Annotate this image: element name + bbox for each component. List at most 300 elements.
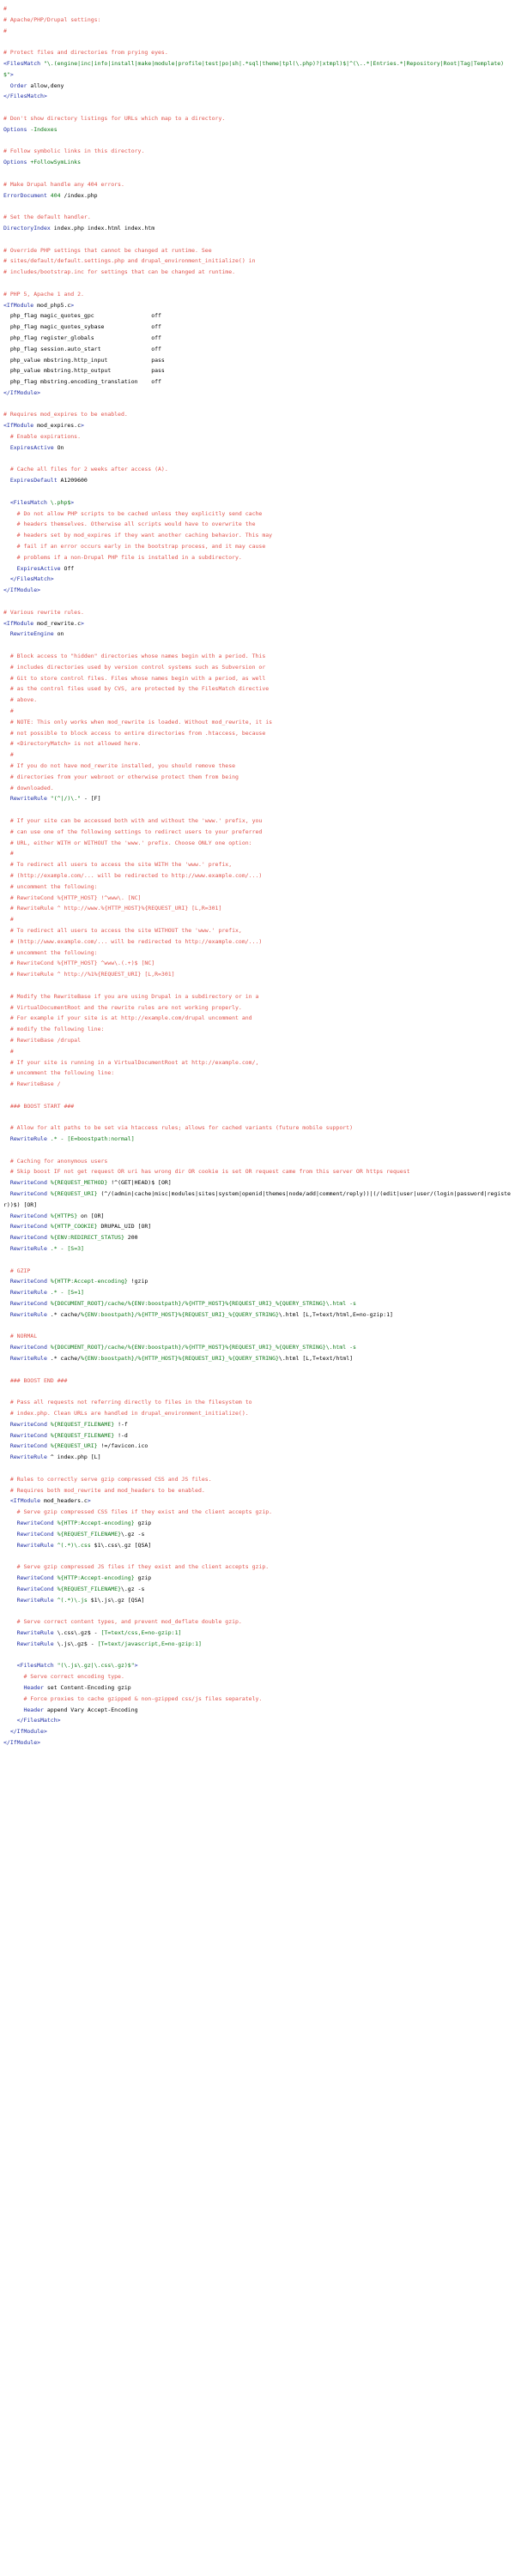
directive-text: RewriteRule [3,1355,51,1363]
code-line [3,530,512,541]
plain-text: php_value mbstring.http_input pass [3,356,165,364]
value-text: [T=text/css,E=no-gzip:1] [100,1628,182,1636]
comment-text: # Skip boost IF not get request OR uri has wrong dir OR cookie is set OR request came from this server OR https request [3,1168,410,1176]
plain-text: php_flag mbstring.encoding_translation off [3,378,161,386]
comment-text: # If your site is running in a VirtualDocumentRoot at http://example.com/, [3,1058,259,1066]
code-line [3,1156,512,1167]
value-text: %{HTTPS} [50,1212,78,1219]
code-line [3,936,512,948]
code-line [3,1562,512,1573]
value-text: \.php$ [50,498,71,506]
directive-text: <IfModule [3,1497,44,1505]
code-line [3,893,512,904]
comment-text: # sites/default/default.settings.php and drupal_environment_initialize() in [3,257,256,265]
comment-text: # [3,5,7,12]
directive-text: </FilesMatch> [3,93,47,100]
code-line [3,1737,512,1748]
code-line [3,322,512,333]
directive-text: RewriteCond [3,1190,51,1198]
code-line [3,969,512,980]
comment-text: ### BOOST END ### [3,1376,68,1384]
code-line [3,1166,512,1177]
value-text: %{HTTP_COOKIE} [50,1223,98,1231]
comment-text: # can use one of the following settings to redirect users to your preferred [3,828,263,835]
blank-line [3,1605,512,1616]
blank-line [3,1463,512,1474]
code-line [3,475,512,486]
blank-line [3,234,512,245]
code-line [3,585,512,596]
comment-text: # problems if a non-Drupal PHP file is installed in a subdirectory. [3,553,242,561]
code-line [3,1287,512,1298]
comment-text: # includes/bootstrap.inc for settings that can be changed at runtime. [3,268,236,276]
plain-text: allow,deny [30,81,64,89]
code-line [3,1298,512,1309]
directive-text: > [87,1497,91,1505]
code-line [3,3,512,15]
code-line [3,903,512,914]
value-text: %{REQUEST_FILENAME} [57,1530,121,1538]
code-line [3,1134,512,1145]
code-line [3,838,512,849]
blank-line [3,596,512,607]
code-line [3,793,512,804]
comment-text: # headers themselves. Otherwise all scripts would have to overwrite the [3,521,256,528]
directive-text: DirectoryIndex [3,224,54,232]
plain-text: $1\.js\.gz [QSA] [87,1596,145,1604]
comment-text: # For example if your site is at http://example.com/drupal uncomment and [3,1014,252,1022]
directive-text: RewriteRule [3,1245,51,1253]
code-line [3,1540,512,1551]
comment-text: # Pass all requests not referring directly to files in the filesystem to [3,1399,252,1406]
code-line [3,717,512,728]
comment-text: # RewriteRule ^ http://www.%{HTTP_HOST}%{REQUEST_URI} [L,R=301] [3,905,222,912]
code-line [3,223,512,234]
comment-text: # [3,707,14,714]
value-text: [T=text/javascript,E=no-gzip:1] [97,1640,202,1647]
code-line [3,882,512,893]
code-line [3,607,512,618]
directive-text: RewriteRule [3,1289,51,1297]
directive-text: RewriteCond [3,1344,51,1351]
directive-text: <FilesMatch [3,59,44,67]
code-line [3,948,512,959]
directive-text: <IfModule [3,301,38,309]
blank-line [3,1111,512,1122]
code-line [3,1397,512,1408]
comment-text: # includes directories used by version control systems such as Subversion or [3,663,266,671]
code-line [3,925,512,936]
comment-text: # fail if an error occurs early in the bootstrap process, and it may cause [3,543,266,551]
blank-line [3,135,512,147]
comment-text: # To redirect all users to access the site WITH the 'www.' prefix, [3,861,233,869]
comment-text: # not possible to block access to entire directories from .htaccess, because [3,729,266,737]
code-line [3,1705,512,1716]
code-line [3,15,512,26]
directive-text: > [9,70,14,78]
code-line [3,1573,512,1584]
code-line [3,58,512,81]
directive-text: RewriteCond [3,1234,51,1242]
comment-text: # Allow for alt paths to be set via htaccess rules; allows for cached variants (future mobile support) [3,1124,353,1132]
plain-text: - [F] [81,795,101,803]
comment-text: # headers set by mod_expires if they want another caching behavior. This may [3,532,273,539]
plain-text: mod_expires.c [37,422,82,430]
comment-text: # Caching for anonymous users [3,1157,108,1165]
code-line [3,1726,512,1737]
code-line [3,1221,512,1232]
code-line [3,1002,512,1014]
directive-text: > [70,498,75,506]
code-line [3,1057,512,1068]
directive-text: RewriteCond [3,1519,58,1526]
blank-line [3,804,512,816]
plain-text: .* cache/ [50,1355,82,1363]
comment-text: # RewriteBase /drupal [3,1036,82,1044]
comment-text: # uncomment the following: [3,882,98,890]
plain-text: On [57,443,64,451]
code-line [3,409,512,420]
code-line [3,651,512,662]
directive-text: Order [3,81,31,89]
code-line [3,26,512,37]
code-line [3,816,512,827]
directive-text: <FilesMatch [3,1662,58,1670]
blank-line [3,1090,512,1101]
value-text: .* - [E=boostpath:normal] [50,1135,135,1143]
code-line [3,333,512,344]
code-line [3,1628,512,1639]
blank-line [3,1145,512,1156]
code-line [3,1079,512,1090]
code-line [3,1694,512,1705]
value-text: %{REQUEST_METHOD} [50,1179,108,1187]
value-text: "(\.js\.gz|\.css\.gz)$" [57,1662,135,1670]
code-line [3,1584,512,1595]
code-line [3,300,512,311]
plain-text: mod_rewrite.c [37,619,82,627]
code-line [3,1375,512,1387]
code-line [3,1177,512,1189]
directive-text: RewriteCond [3,1574,58,1581]
comment-text: # Force proxies to cache gzipped & non-gzipped css/js files separately. [3,1694,263,1702]
code-line [3,1507,512,1518]
plain-text: on [57,630,64,638]
blank-line [3,1386,512,1397]
directive-text: </FilesMatch> [3,575,54,583]
plain-text: php_flag magic_quotes_gpc off [3,312,161,320]
value-text: ^(.*)\.js [57,1596,88,1604]
plain-text: \.gz -s [120,1530,145,1538]
comment-text: # directories from your webroot or otherwise protect them from being [3,773,239,780]
comment-text: # [3,751,14,759]
comment-text: # [3,27,7,34]
value-text: -Indexes [30,125,58,133]
value-text: %{REQUEST_FILENAME} [50,1420,115,1428]
comment-text: # uncomment the following line: [3,1069,115,1077]
code-line [3,388,512,399]
plain-text: mod_headers.c [43,1497,88,1505]
code-line [3,1595,512,1606]
code-line [3,1419,512,1430]
directive-text: RewriteCond [3,1431,51,1439]
plain-text: \.html [L,T=text/html,E=no-gzip:1] [278,1310,393,1318]
directive-text: Options [3,125,31,133]
code-line [3,848,512,859]
value-text: .* - [S=3] [50,1245,84,1253]
code-line [3,1682,512,1694]
comment-text: # (http://example.com/... will be redirected to http://www.example.com/...) [3,871,263,879]
code-line [3,1715,512,1726]
directive-text: > [81,422,84,430]
directive-text: ExpiresActive [3,443,58,451]
value-text: 404 [50,191,61,199]
comment-text: # [3,850,14,858]
comment-text: # (http://www.example.com/... will be redirected to http://example.com/...) [3,937,263,945]
directive-text: RewriteCond [3,1300,51,1308]
comment-text: # RewriteCond %{HTTP_HOST} !^www\. [NC] [3,894,142,901]
plain-text: \.gz -s [120,1585,145,1592]
directive-text: </IfModule> [3,388,41,396]
value-text: "\.(engine|inc|info|install|make|module|profile|test|po|sh|.*sql|theme|tpl(\.php)?|xtmpl)$|^(\..*|Entries.*|Repository|Root|Tag|Template)$" [3,59,505,78]
blank-line [3,1550,512,1562]
code-line [3,1485,512,1496]
code-line [3,749,512,761]
code-line [3,1660,512,1671]
code-line [3,1430,512,1441]
comment-text: # RewriteBase / [3,1080,61,1088]
code-line [3,1046,512,1057]
code-line [3,464,512,475]
comment-text: # [3,1047,14,1055]
comment-text: # Rules to correctly serve gzip compressed CSS and JS files. [3,1475,212,1483]
plain-text: !gzip [127,1278,148,1285]
blank-line [3,1364,512,1375]
value-text: %{ENV:boostpath}/%{HTTP_HOST}%{REQUEST_URI}_%{QUERY_STRING} [81,1355,279,1363]
comment-text: # Requires both mod_rewrite and mod_headers to be enabled. [3,1486,205,1494]
comment-text: # NOTE: This only works when mod_rewrite is loaded. Without mod_rewrite, it is [3,718,273,725]
comment-text: # VirtualDocumentRoot and the rewrite rules are not working properly. [3,1003,242,1011]
comment-text: # index.php. Clean URLs are handled in drupal_environment_initialize(). [3,1410,249,1417]
code-line [3,783,512,794]
blank-line [3,1321,512,1332]
code-line [3,497,512,509]
comment-text: # <DirectoryMatch> is not allowed here. [3,740,142,748]
comment-text: # above. [3,696,38,704]
plain-text: !-d [114,1431,128,1439]
plain-text: index.php index.html index.htm [53,224,155,232]
directive-text: RewriteRule [3,1596,58,1604]
value-text: %{ENV:boostpath}/%{HTTP_HOST}%{REQUEST_URI}_%{QUERY_STRING} [81,1310,279,1318]
code-line [3,1331,512,1342]
code-line [3,1122,512,1134]
code-line [3,1035,512,1046]
plain-text: gzip [134,1519,152,1526]
code-line [3,1353,512,1364]
comment-text: # downloaded. [3,784,54,791]
code-line [3,683,512,695]
comment-text: # RewriteCond %{HTTP_HOST} ^www\.(.+)$ [NC] [3,960,155,967]
code-line [3,1408,512,1419]
code-line [3,420,512,431]
directive-text: > [134,1662,138,1670]
directive-text: RewriteEngine [3,630,58,638]
plain-text: \.js\.gz$ - [57,1640,98,1647]
value-text: .* - [S=1] [50,1289,84,1297]
directive-text: RewriteRule [3,1541,58,1549]
comment-text: # GZIP [3,1267,31,1274]
directive-text: Header [3,1683,47,1691]
value-text: %{REQUEST_URI} [50,1442,98,1450]
code-line [3,124,512,135]
directive-text: RewriteCond [3,1278,51,1285]
plain-text: Off [64,564,75,572]
plain-text: !^(GET|HEAD)$ [OR] [107,1179,172,1187]
value-text: %{DOCUMENT_ROOT}/cache/%{ENV:boostpath}/%{HTTP_HOST}%{REQUEST_URI}_%{QUERY_STRING}\.html -s [50,1344,356,1351]
value-text: %{REQUEST_URI} [50,1190,98,1198]
comment-text: # Serve correct encoding type. [3,1673,124,1681]
code-line [3,344,512,355]
code-line [3,1496,512,1507]
code-line [3,1529,512,1540]
comment-text: # as the control files used by CVS, are protected by the FilesMatch directive [3,685,270,693]
directive-text: <IfModule [3,619,38,627]
directive-text: > [81,619,84,627]
code-line [3,179,512,190]
blank-line [3,399,512,410]
comment-text: # Follow symbolic links in this directory. [3,147,145,155]
directive-text: > [70,301,75,309]
value-text: %{DOCUMENT_ROOT}/cache/%{ENV:boostpath}/%{HTTP_HOST}%{REQUEST_URI}_%{QUERY_STRING}\.html -s [50,1300,356,1308]
code-line [3,541,512,552]
code-line [3,1342,512,1353]
code-line [3,212,512,223]
directive-text: Header [3,1706,47,1713]
directive-text: </IfModule> [3,1738,41,1746]
code-line [3,1309,512,1321]
code-line [3,827,512,838]
comment-text: # Set the default handler. [3,214,91,221]
code-line [3,1518,512,1529]
code-line [3,1211,512,1222]
blank-line [3,1255,512,1266]
plain-text: php_flag magic_quotes_sybase off [3,323,161,331]
code-line [3,1671,512,1682]
directive-text: RewriteCond [3,1223,51,1231]
code-line [3,914,512,925]
code-line [3,1616,512,1628]
plain-text: !-f [114,1420,128,1428]
plain-text: .* cache/ [50,1310,82,1318]
directive-text: </FilesMatch> [3,1717,61,1724]
plain-text: append Vary Accept-Encoding [46,1706,138,1713]
plain-text: (^/(admin|cache|misc|modules|sites|system|openid|themes|node/add|comment/reply))|(/(edit|user|user/(login|password|register))$) [OR] [3,1190,511,1208]
value-text: %{REQUEST_FILENAME} [50,1431,115,1439]
comment-text: # RewriteRule ^ http://%1%{REQUEST_URI} [L,R=301] [3,971,175,978]
directive-text: RewriteCond [3,1420,51,1428]
directive-text: RewriteCond [3,1442,51,1450]
code-line [3,563,512,575]
code-line [3,673,512,684]
code-line [3,81,512,92]
directive-text: RewriteRule [3,1640,58,1647]
comment-text: # Override PHP settings that cannot be changed at runtime. See [3,246,212,254]
code-line [3,1452,512,1463]
code-line [3,1232,512,1243]
comment-text: # [3,916,14,924]
blank-line [3,454,512,465]
comment-text: # URL, either WITH or WITHOUT the 'www.' prefix. Choose ONLY one option: [3,839,252,846]
directive-text: <IfModule [3,422,38,430]
code-line [3,772,512,783]
blank-line [3,640,512,651]
directive-text: Options [3,159,31,166]
comment-text: # Protect files and directories from prying eyes. [3,49,168,57]
comment-text: # Don't show directory listings for URLs which map to a directory. [3,114,226,122]
code-line [3,1189,512,1211]
code-line [3,256,512,267]
code-line [3,1013,512,1024]
comment-text: # Git to store control files. Files whose names begin with a period, as well [3,674,266,682]
code-line [3,662,512,673]
directive-text: RewriteCond [3,1179,51,1187]
comment-text: # Modify the RewriteBase if you are using Drupal in a subdirectory or in a [3,992,259,1000]
code-line [3,695,512,706]
blank-line [3,980,512,991]
comment-text: # Serve gzip compressed CSS files if they exist and the client accepts gzip. [3,1508,273,1516]
comment-text: # Enable expirations. [3,433,82,441]
plain-text: DRUPAL_UID [OR] [97,1223,152,1231]
comment-text: # Do not allow PHP scripts to be cached unless they explicitly send cache [3,509,263,517]
value-text: %{ENV:REDIRECT_STATUS} [50,1234,124,1242]
plain-text: A1209600 [60,477,88,485]
directive-text: RewriteCond [3,1530,58,1538]
blank-line [3,168,512,179]
code-line [3,870,512,882]
comment-text: # Apache/PHP/Drupal settings: [3,15,101,23]
plain-text: \.css\.gz$ - [57,1628,101,1636]
code-line [3,1276,512,1287]
plain-text: ^ index.php [L] [50,1454,101,1461]
code-line [3,376,512,388]
plain-text: on [OR] [77,1212,105,1219]
code-line [3,267,512,278]
code-line [3,706,512,717]
code-line [3,355,512,366]
code-line [3,618,512,629]
code-line [3,509,512,520]
code-line [3,365,512,376]
directive-text: ExpiresActive [3,564,64,572]
comment-text: # Requires mod_expires to be enabled. [3,411,128,418]
plain-text: php_value mbstring.http_output pass [3,367,165,375]
code-line [3,958,512,969]
value-text: %{HTTP:Accept-encoding} [57,1574,135,1581]
plain-text: gzip [134,1574,152,1581]
directive-text: ExpiresDefault [3,477,61,485]
code-line [3,629,512,640]
code-line [3,289,512,300]
blank-line [3,102,512,113]
plain-text: mod_php5.c [37,301,71,309]
code-line [3,738,512,749]
code-line [3,1474,512,1485]
value-text: %{HTTP:Accept-encoding} [57,1519,135,1526]
directive-text: RewriteRule [3,795,51,803]
value-text: +FollowSymLinks [30,159,82,166]
comment-text: # Serve correct content types, and prevent mod_deflate double gzip. [3,1618,242,1626]
code-line [3,431,512,442]
